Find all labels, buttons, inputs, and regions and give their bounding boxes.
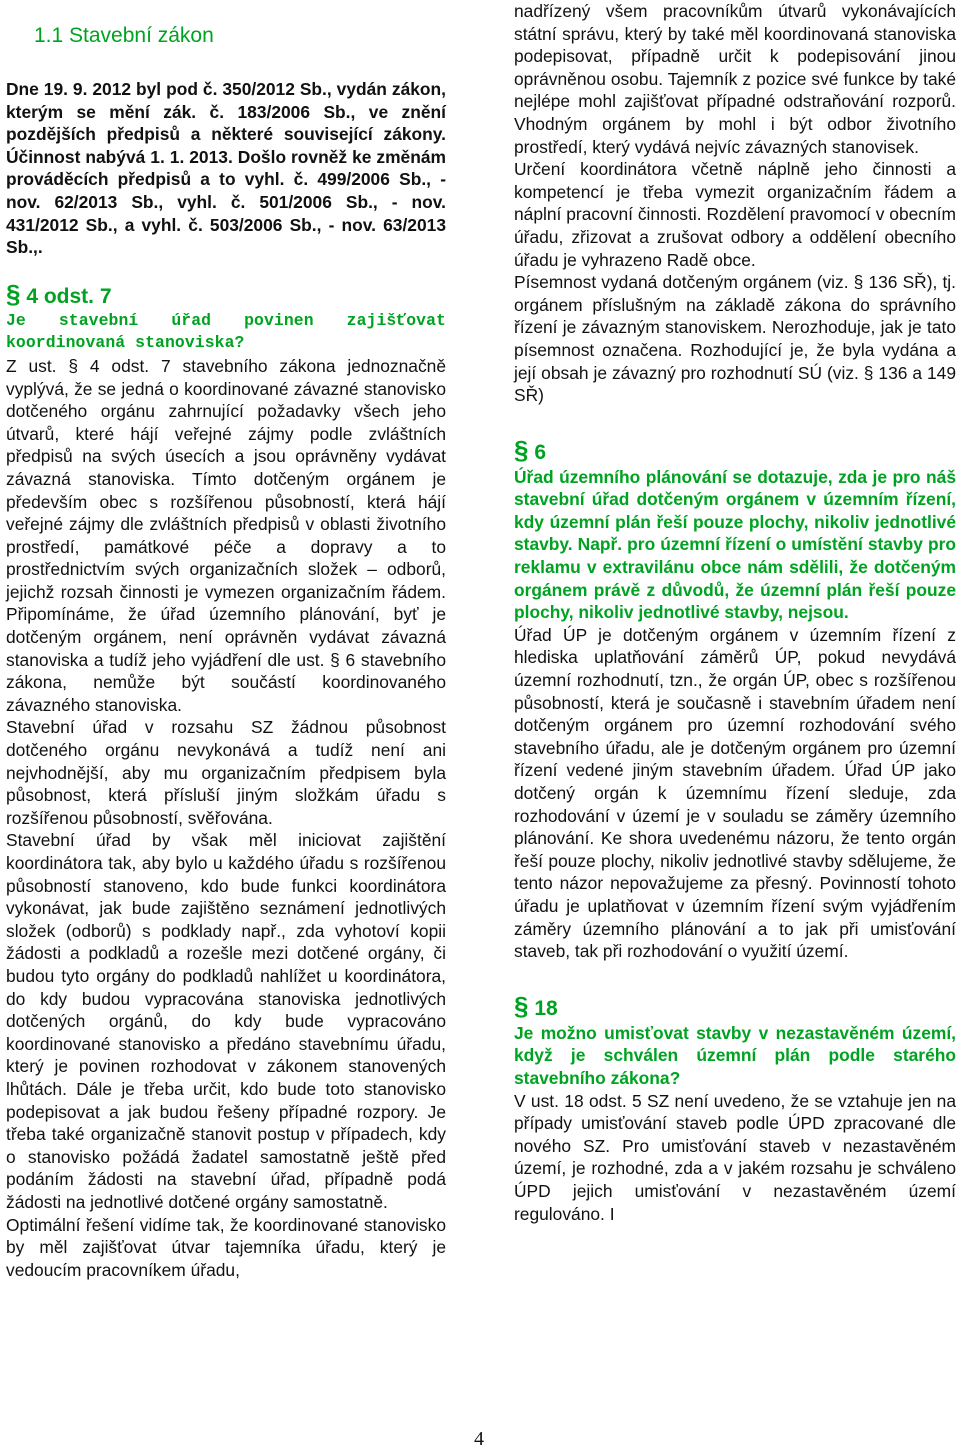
section-odst7-paragraph-4: Optimální řešení vidíme tak, že koordinované stanovisko by měl zajišťovat útvar tajemníka úřadu, který je vedoucím pracovníkem úřadu, bbox=[6, 1214, 446, 1280]
section-6-heading bbox=[514, 434, 956, 466]
section-odst7-number: 4 odst. 7 bbox=[26, 284, 112, 308]
section-18-answer: V ust. 18 odst. 5 SZ není uvedeno, že se vztahuje jen na případy umisťování staveb podle ÚPD zpracované dle nového SZ. Pro umisťování staveb v nezastavěném území, je rozhodné, zda a v jakém rozsahu je schváleno ÚPD jejich umisťování v nezastavěném území regulováno. I bbox=[514, 1090, 956, 1224]
section-6-question: Úřad územního plánování se dotazuje, zda je pro náš stavební úřad dotčeným orgánem v územním řízení, kdy územní plán řeší pouze plochy, nikoliv jednotlivé stavby. Např. pro územní řízení o umístění stavby pro reklamu v extravilánu obce nám sdělili, že dotčeným orgánem právě z důvodů, že územní plán řeší pouze plochy, nikoliv jednotlivé stavby, nejsou. bbox=[514, 466, 956, 623]
section-6-answer: Úřad ÚP je dotčeným orgánem v územním řízení z hlediska uplatňování záměrů ÚP, pokud nevydává územní rozhodnutí, tzn., že orgán ÚP, obec s rozšířenou působností, která je současně i stavebním úřadem není dotčeným orgánem pro územní rozhodování svého stavebního úřadu, ale je dotčeným orgánem pro územní řízení vedené jiným stavebním úřadem. Úřad ÚP jako dotčený orgán k územnímu řízení sleduje, zda rozhodování v území je v souladu se záměry územního plánování. Ke shora uvedenému názoru, že tento orgán řeší pouze plochy, nikoliv jednotlivé stavby sdělujeme, že tento názor nepovažujeme za přesný. Povinností tohoto úřadu je uplatňovat v územním řízení svým vyjádřením záměry územního plánování a to jak při umisťování staveb, tak při rozhodování o využití území. bbox=[514, 624, 956, 962]
left-column bbox=[6, 0, 446, 1281]
paragraph-sign-icon: § bbox=[6, 278, 21, 309]
section-odst7-continuation-3: Písemnost vydaná dotčeným orgánem (viz. § 136 SŘ), tj. orgánem příslušným na základě zákona do správního řízení je závazným stanoviskem. Nerozhoduje, jak je tato písemnost označena. Rozhodující je, že byla vydána a její obsah je závazný pro rozhodnutí SÚ (viz. § 136 a 149 SŘ) bbox=[514, 272, 956, 406]
section-odst7-continuation-2: Určení koordinátora včetně náplně jeho činnosti a kompetencí je třeba vymezit organizačním řádem a náplní pracovní činnosti. Rozdělení pravomocí v obecním úřadu, zřizovat a zrušovat odbory a oddělení obecního úřadu je vyhrazeno Radě obce. bbox=[514, 159, 956, 270]
paragraph-sign-icon: § bbox=[514, 990, 529, 1021]
section-heading: 1.1 Stavební zákon bbox=[34, 24, 214, 47]
section-18-number: 18 bbox=[534, 996, 558, 1020]
section-odst7-paragraph-3: Stavební úřad by však měl iniciovat zajištění koordinátora tak, aby bylo u každého úřadu s rozšířenou působností stanoveno, kdo bude funkci koordinátora vykonávat, jak bude zajištěno seznámení jednotlivých složek (odborů) s podklady např., zda vyhotoví kopii žádosti a podkladů a rozešle mezi dotčené orgány, či budou tyto orgány do podkladů nahlížet u koordinátora, do kdy budou vypracována stanoviska jednotlivých dotčených orgánů, do kdy bude vypracováno koordinované stanovisko a předáno stavebnímu úřadu, který je povinen rozhodovat v zákonem stanovených lhůtách. Dále je třeba určit, kdo bude toto stanovisko podepisovat a jak budou řešeny případné rozpory. Je třeba také organizačně stanovit postup v případech, kdy o stanovisko požádá žadatel samostatně ještě před podáním žádosti na stavební úřad, případně podá žádosti na jednotlivé dotčené orgány samostatně. bbox=[6, 830, 446, 1212]
section-18-heading bbox=[514, 990, 956, 1022]
section-odst7-continuation-1: nadřízený všem pracovníkům útvarů vykonávajících státní správu, který by také měl koordinovaná stanoviska podepisovat, případně určit k podepisování jinou oprávněnou osobu. Tajemník z pozice své funkce by také nejlépe mohl zajišťovat případné odstraňování rozporů. Vhodným orgánem by mohl i být odbor životního prostředí, který vydává nejvíc závazných stanovisek. bbox=[514, 1, 956, 157]
right-column bbox=[514, 0, 956, 1225]
section-odst7-question: Je stavební úřad povinen zajišťovat koordinovaná stanoviska? bbox=[6, 310, 446, 353]
section-odst7-paragraph-2: Stavební úřad v rozsahu SZ žádnou působnost dotčeného orgánu nevykonává a tudíž není ani nejvhodnější, aby mu organizačním předpisem byla působnost, která přísluší jiným složkám úřadu s rozšířenou působností, svěřována. bbox=[6, 717, 446, 828]
section-odst7-paragraph-1: Z ust. § 4 odst. 7 stavebního zákona jednoznačně vyplývá, že se jedná o koordinované závazné stanovisko dotčeného orgánu zahrnující požadavky všech jeho útvarů, které hájí veřejné zájmy podle zvláštních předpisů na svých úsecích a jsou oprávněny vydávat závazná stanoviska. Tímto dotčeným orgánem je především obec s rozšířenou působností, která hájí veřejné zájmy dle zvláštních předpisů v oblasti životního prostředí, památkové péče a dopravy a to prostřednictvím svých organizačních složek – odborů, jejichž rozsah činnosti je vymezen organizačním řádem. Připomínáme, že úřad územního plánování, byť je dotčeným orgánem, není oprávněn vydávat závazná stanoviska a tudíž jeho vyjádření dle ust. § 6 stavebního zákona, nemůže být součástí koordinovaného závazného stanoviska. bbox=[6, 355, 446, 715]
intro-paragraph: Dne 19. 9. 2012 byl pod č. 350/2012 Sb., vydán zákon, kterým se mění zák. č. 183/2006 Sb., ve znění pozdějších předpisů a některé související zákony. Účinnost nabývá 1. 1. 2013. Došlo rovněž ke změnám prováděcích předpisů a to vyhl. č. 499/2006 Sb., - nov. 62/2013 Sb., vyhl. č. 501/2006 Sb., - nov. 431/2012 Sb., a vyhl. č. 503/2006 Sb., - nov. 63/2013 Sb.,. bbox=[6, 79, 446, 258]
paragraph-sign-icon: § bbox=[514, 434, 529, 465]
section-18-question: Je možno umisťovat stavby v nezastavěném území, když je schválen územní plán podle starého stavebního zákona? bbox=[514, 1022, 956, 1088]
section-odst7-heading bbox=[6, 278, 446, 310]
section-6-number: 6 bbox=[534, 440, 546, 464]
page-number: 4 bbox=[474, 1428, 484, 1450]
